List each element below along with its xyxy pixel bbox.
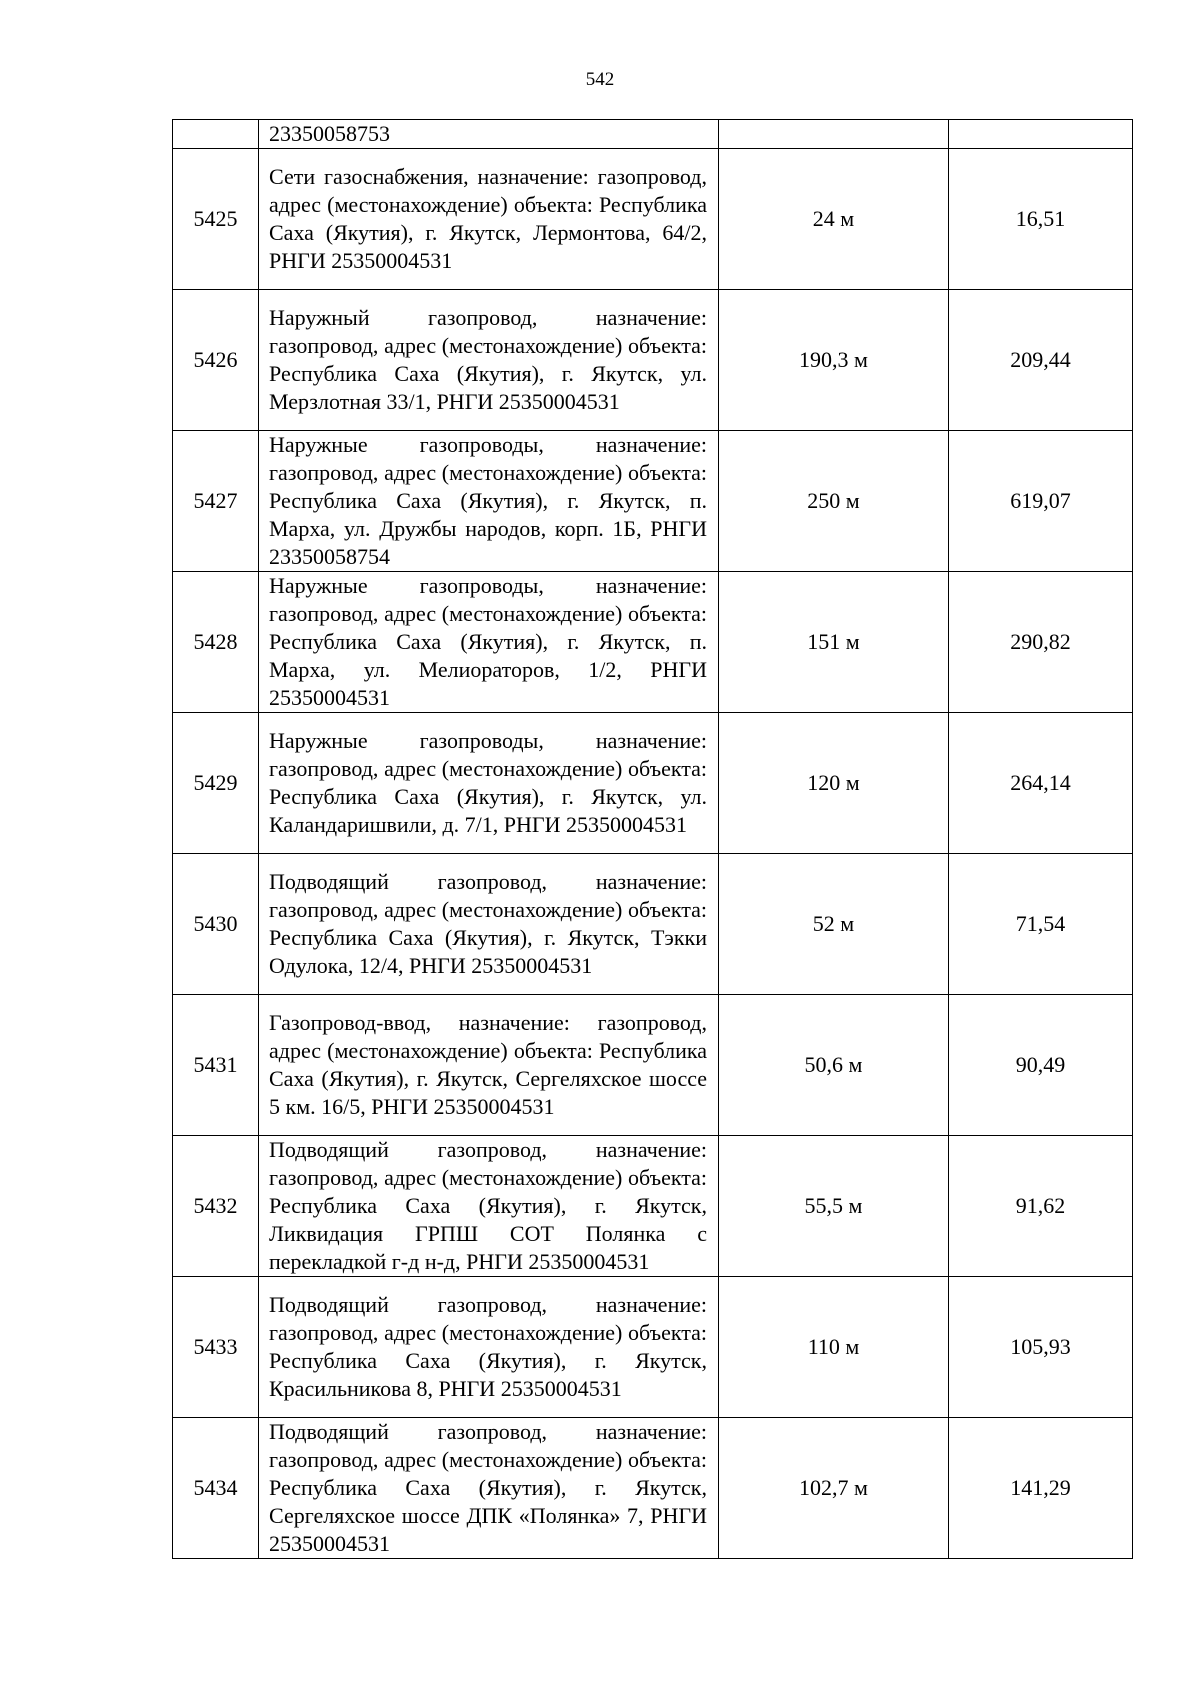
cell-description <box>259 1418 719 1559</box>
table-row <box>173 854 1133 995</box>
cell-description <box>259 149 719 290</box>
table-row <box>173 290 1133 431</box>
description-text: Наружный газопровод, назначение: газопровод, адрес (местонахождение) объекта: Республика Саха (Якутия), г. Якутск, ул. Мерзлотная 33/1, РНГИ 25350004531 <box>269 305 707 414</box>
cell-description <box>259 120 719 149</box>
cell-number: 5434 <box>173 1418 259 1559</box>
cell-description <box>259 572 719 713</box>
cell-length: 190,3 м <box>719 290 949 431</box>
cell-number: 5432 <box>173 1136 259 1277</box>
table-row <box>173 149 1133 290</box>
cell-length: 110 м <box>719 1277 949 1418</box>
page-number: 542 <box>585 69 615 90</box>
cell-number: 5429 <box>173 713 259 854</box>
cell-length: 50,6 м <box>719 995 949 1136</box>
cell-value: 16,51 <box>949 149 1133 290</box>
cell-description <box>259 431 719 572</box>
cell-length <box>719 120 949 149</box>
cell-description <box>259 1277 719 1418</box>
description-text: Подводящий газопровод, назначение: газопровод, адрес (местонахождение) объекта: Республика Саха (Якутия), г. Якутск, Красильникова 8, РНГИ 25350004531 <box>269 1292 707 1401</box>
cell-number: 5426 <box>173 290 259 431</box>
table-row <box>173 1277 1133 1418</box>
description-text: Наружные газопроводы, назначение: газопровод, адрес (местонахождение) объекта: Республика Саха (Якутия), г. Якутск, п. Марха, ул. Дружбы народов, корп. 1Б, РНГИ 23350058754 <box>269 432 707 569</box>
cell-value: 264,14 <box>949 713 1133 854</box>
cell-value: 290,82 <box>949 572 1133 713</box>
cell-value: 71,54 <box>949 854 1133 995</box>
cell-value <box>949 120 1133 149</box>
table-row <box>173 1136 1133 1277</box>
table-row <box>173 572 1133 713</box>
cell-number <box>173 120 259 149</box>
cell-description <box>259 713 719 854</box>
cell-value: 209,44 <box>949 290 1133 431</box>
description-text: Газопровод-ввод, назначение: газопровод, адрес (местонахождение) объекта: Республика Саха (Якутия), г. Якутск, Сергеляхское шоссе 5 км. 16/5, РНГИ 25350004531 <box>269 1010 707 1119</box>
cell-value: 90,49 <box>949 995 1133 1136</box>
cell-number: 5431 <box>173 995 259 1136</box>
description-text: Подводящий газопровод, назначение: газопровод, адрес (местонахождение) объекта: Республика Саха (Якутия), г. Якутск, Ликвидация ГРПШ СОТ Полянка с перекладкой г-д н-д, РНГИ 25350004531 <box>269 1137 707 1274</box>
cell-description <box>259 1136 719 1277</box>
registry-table-body <box>173 120 1133 1559</box>
table-row <box>173 1418 1133 1559</box>
cell-length: 24 м <box>719 149 949 290</box>
cell-length: 52 м <box>719 854 949 995</box>
description-text: Подводящий газопровод, назначение: газопровод, адрес (местонахождение) объекта: Республика Саха (Якутия), г. Якутск, Тэкки Одулока, 12/4, РНГИ 25350004531 <box>269 869 707 978</box>
cell-description <box>259 995 719 1136</box>
cell-length: 250 м <box>719 431 949 572</box>
description-text: 23350058753 <box>269 121 390 146</box>
description-text: Сети газоснабжения, назначение: газопровод, адрес (местонахождение) объекта: Республика Саха (Якутия), г. Якутск, Лермонтова, 64/2, РНГИ 25350004531 <box>269 164 707 273</box>
cell-length: 102,7 м <box>719 1418 949 1559</box>
description-text: Наружные газопроводы, назначение: газопровод, адрес (местонахождение) объекта: Республика Саха (Якутия), г. Якутск, п. Марха, ул. Мелиораторов, 1/2, РНГИ 25350004531 <box>269 573 707 710</box>
cell-value: 619,07 <box>949 431 1133 572</box>
cell-value: 141,29 <box>949 1418 1133 1559</box>
cell-number: 5433 <box>173 1277 259 1418</box>
cell-length: 120 м <box>719 713 949 854</box>
table-row <box>173 995 1133 1136</box>
table-row <box>173 713 1133 854</box>
cell-length: 151 м <box>719 572 949 713</box>
cell-number: 5427 <box>173 431 259 572</box>
description-text: Подводящий газопровод, назначение: газопровод, адрес (местонахождение) объекта: Республика Саха (Якутия), г. Якутск, Сергеляхское шоссе ДПК «Полянка» 7, РНГИ 25350004531 <box>269 1419 707 1556</box>
cell-number: 5428 <box>173 572 259 713</box>
cell-number: 5425 <box>173 149 259 290</box>
registry-table <box>172 119 1133 1559</box>
cell-length: 55,5 м <box>719 1136 949 1277</box>
cell-description <box>259 290 719 431</box>
table-row <box>173 431 1133 572</box>
table-row-continuation <box>173 120 1133 149</box>
cell-value: 105,93 <box>949 1277 1133 1418</box>
cell-number: 5430 <box>173 854 259 995</box>
cell-value: 91,62 <box>949 1136 1133 1277</box>
description-text: Наружные газопроводы, назначение: газопровод, адрес (местонахождение) объекта: Республика Саха (Якутия), г. Якутск, ул. Каландаришвили, д. 7/1, РНГИ 25350004531 <box>269 728 707 837</box>
cell-description <box>259 854 719 995</box>
